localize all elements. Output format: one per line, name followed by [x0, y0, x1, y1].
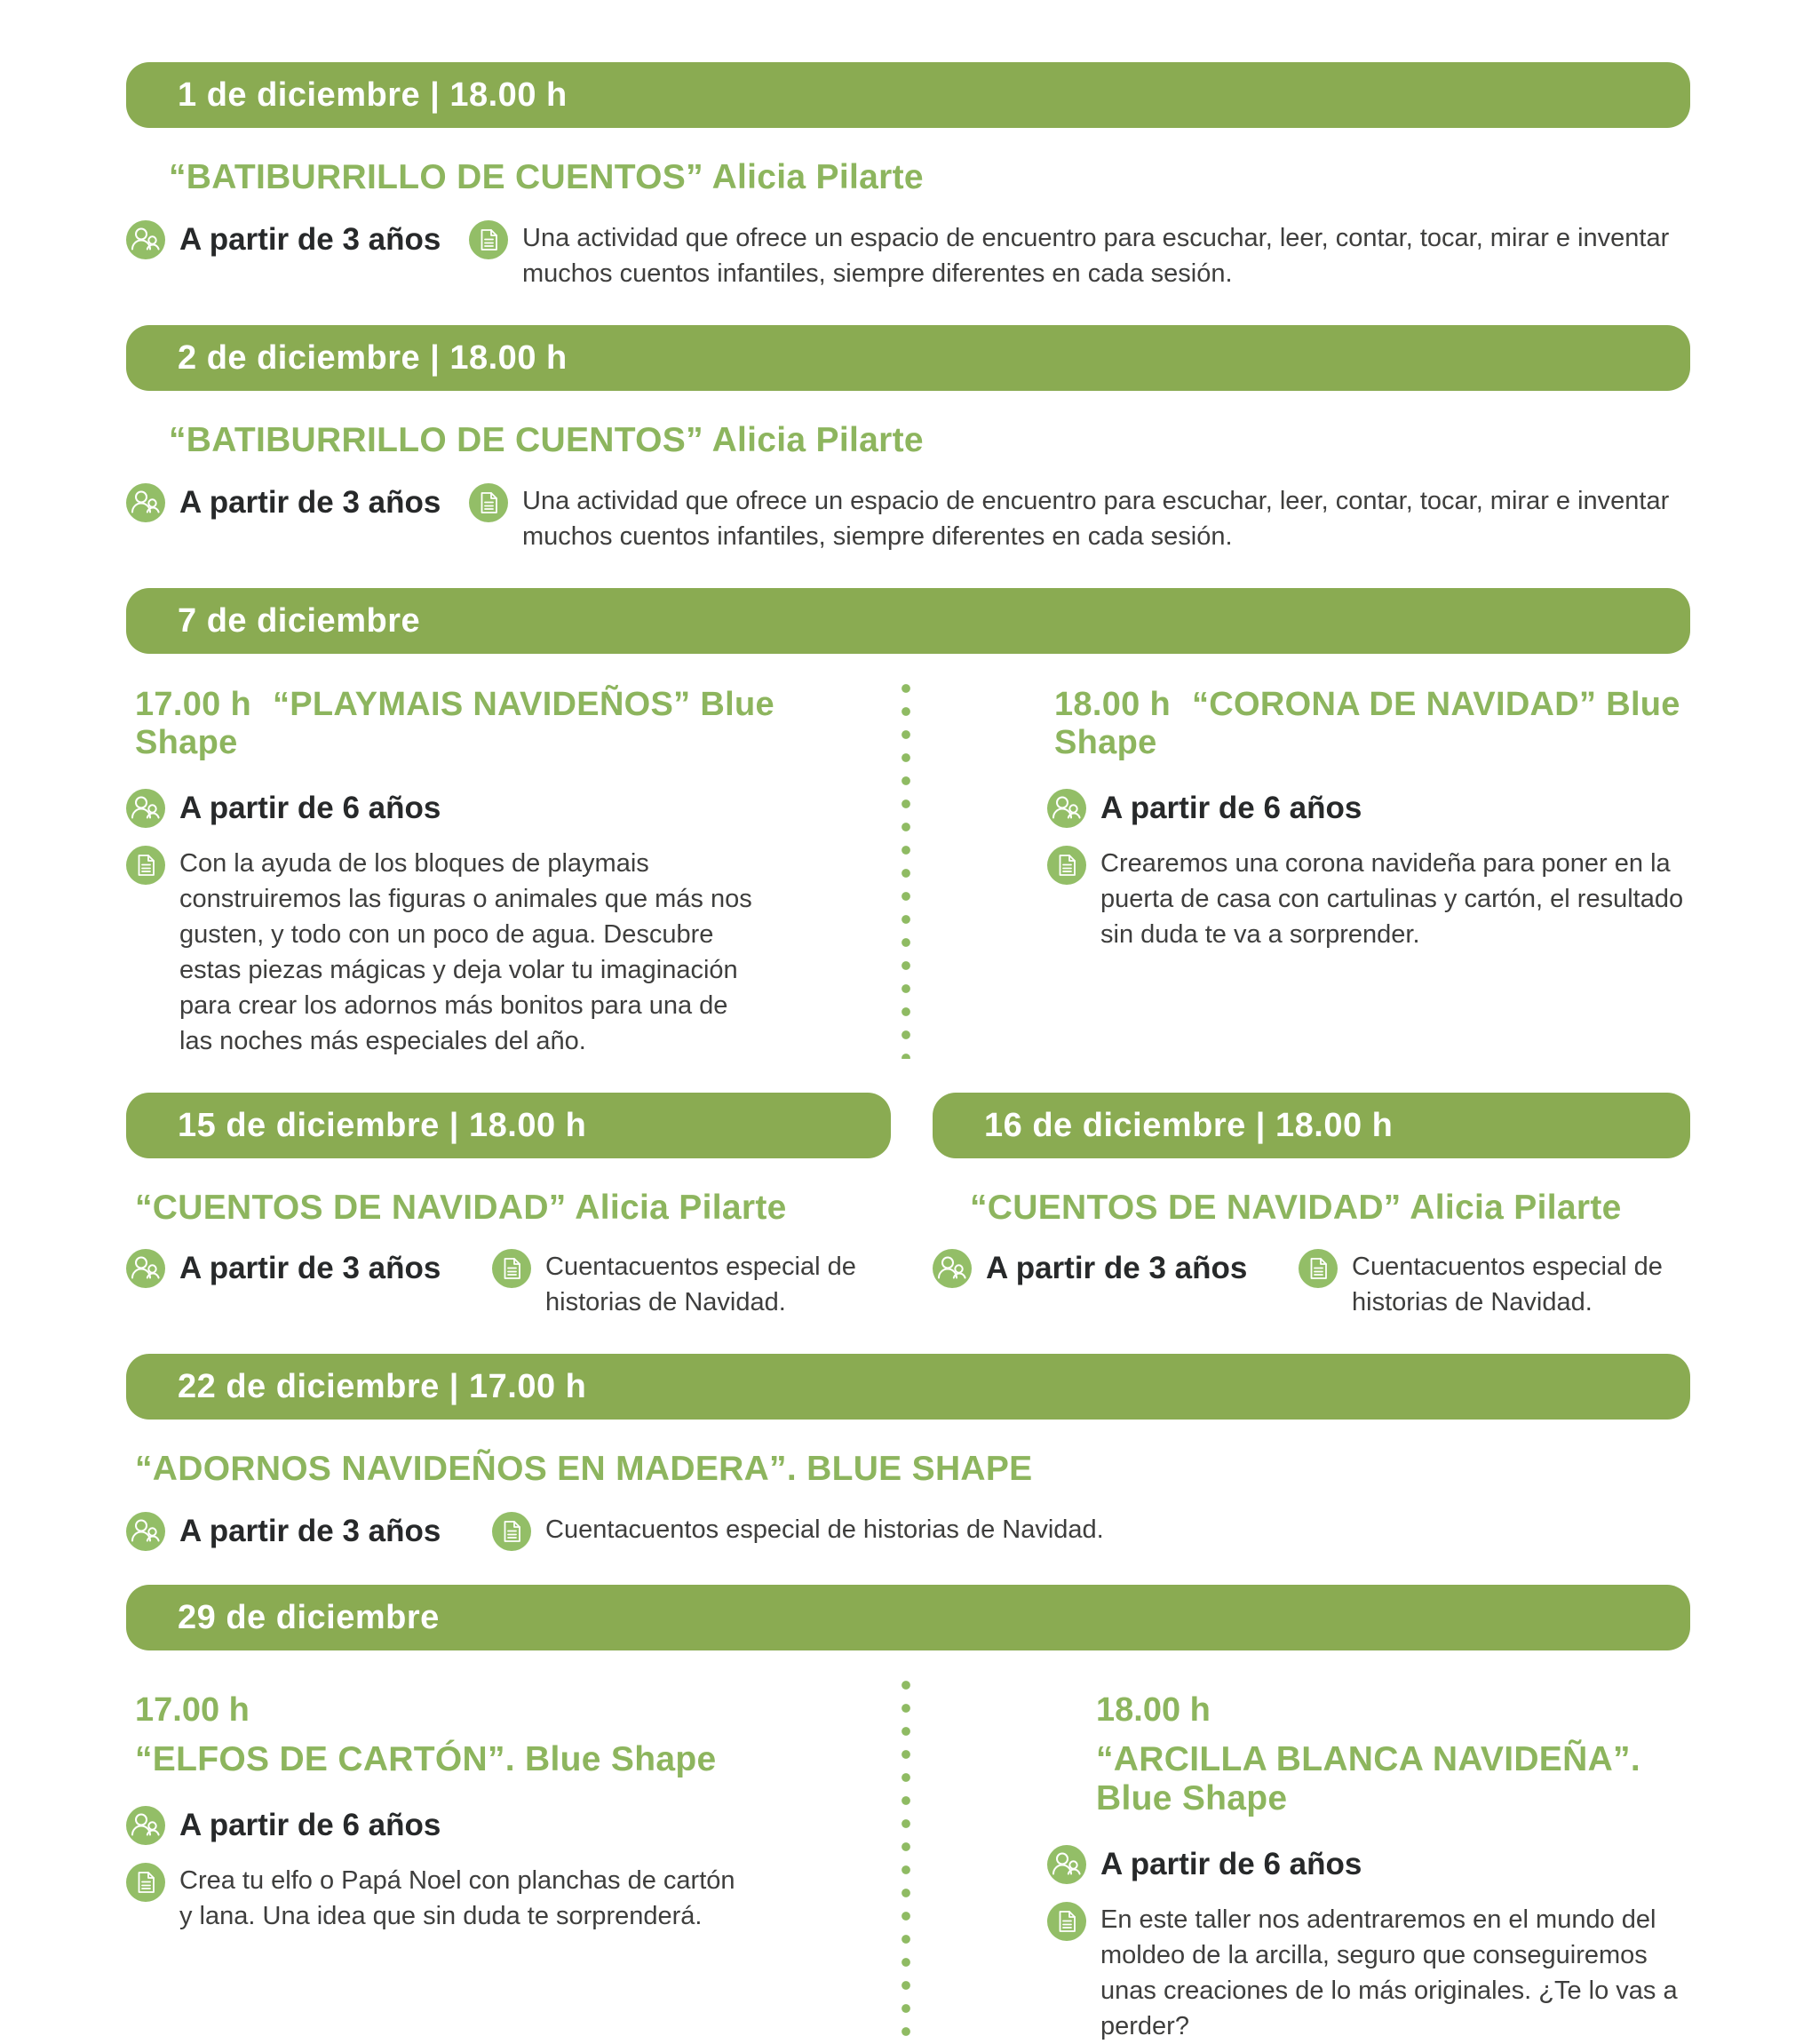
age-requirement	[126, 1512, 492, 1551]
people-icon	[933, 1249, 972, 1288]
description-text: Con la ayuda de los bloques de playmais construiremos las figuras o animales que más nos gusten, y todo con un poco de agua. Descubre estas piezas mágicas y deja volar tu imaginación para crear los adornos más bonitos para una de las noches más especiales del año.	[179, 849, 752, 1055]
event-description	[492, 1249, 891, 1320]
event-description	[126, 1863, 783, 1934]
event-dec-16	[933, 1093, 1690, 1320]
event-description	[126, 846, 783, 1059]
date-pill	[126, 1585, 1690, 1650]
description-text: En este taller nos adentraremos en el mundo del moldeo de la arcilla, seguro que conseguiremos unas creaciones de lo más originales. ¿Te lo vas a perder?	[1100, 1905, 1678, 2040]
event-title: “CUENTOS DE NAVIDAD” Alicia Pilarte	[135, 1189, 787, 1227]
people-icon	[126, 1512, 165, 1551]
age-requirement	[126, 1806, 783, 1845]
event-time: 17.00 h	[135, 1691, 250, 1729]
event-title: “PLAYMAIS NAVIDEÑOS” Blue Shape	[135, 686, 774, 761]
document-icon	[126, 1863, 165, 1902]
description-text: Una actividad que ofrece un espacio de encuentro para escuchar, leer, contar, tocar, mirar e inventar muchos cuentos infantiles, siempre diferentes en cada sesión.	[522, 224, 1670, 288]
age-requirement	[1047, 1845, 1690, 1884]
section-dec-1	[126, 62, 1690, 291]
age-label: A partir de 6 años	[1100, 791, 1362, 825]
event-title: “CORONA DE NAVIDAD” Blue Shape	[1054, 686, 1680, 761]
event-title: “ADORNOS NAVIDEÑOS EN MADERA”. BLUE SHAPE	[135, 1450, 1033, 1488]
two-column-events	[126, 673, 1690, 1059]
event-dec-15	[126, 1093, 891, 1320]
document-icon	[1047, 1902, 1086, 1941]
event-time-title	[135, 686, 783, 762]
date-pill	[126, 325, 1690, 391]
age-requirement	[126, 1249, 492, 1288]
description-text: Cuentacuentos especial de historias de Navidad.	[1352, 1253, 1663, 1316]
document-icon	[1047, 846, 1086, 885]
date-pill-label: 1 de diciembre | 18.00 h	[178, 76, 568, 114]
date-pill	[126, 588, 1690, 654]
event-title: “BATIBURRILLO DE CUENTOS” Alicia Pilarte	[169, 158, 924, 196]
date-pill	[126, 1354, 1690, 1420]
document-icon	[492, 1512, 531, 1551]
date-pill	[126, 1093, 891, 1158]
description-text: Crearemos una corona navideña para poner en la puerta de casa con cartulinas y cartón, el resultado sin duda te va a sorprender.	[1100, 849, 1684, 949]
section-dec-15-16	[126, 1093, 1690, 1320]
age-label: A partir de 3 años	[179, 1514, 441, 1548]
event-description	[1047, 846, 1690, 952]
dotted-divider	[902, 677, 910, 1059]
event-title: “ELFOS DE CARTÓN”. Blue Shape	[135, 1740, 717, 1778]
section-dec-29	[126, 1585, 1690, 2044]
event-time: 17.00 h	[135, 686, 251, 723]
document-icon	[492, 1249, 531, 1288]
document-icon	[126, 846, 165, 885]
date-pill	[933, 1093, 1690, 1158]
age-requirement	[1047, 789, 1690, 828]
event-description	[469, 220, 1690, 291]
description-text: Una actividad que ofrece un espacio de encuentro para escuchar, leer, contar, tocar, mirar e inventar muchos cuentos infantiles, siempre diferentes en cada sesión.	[522, 487, 1670, 551]
date-pill-label: 2 de diciembre | 18.00 h	[178, 338, 568, 377]
event-time: 18.00 h	[1054, 686, 1171, 723]
people-icon	[126, 789, 165, 828]
event-details-row	[126, 1249, 891, 1320]
event-title: “ARCILLA BLANCA NAVIDEÑA”. Blue Shape	[1096, 1740, 1640, 1817]
dotted-divider	[902, 1674, 910, 2044]
event-left	[126, 1670, 783, 2044]
age-label: A partir de 3 años	[986, 1251, 1248, 1285]
event-time-title	[1054, 686, 1690, 762]
age-label: A partir de 6 años	[179, 1808, 441, 1842]
two-pill-columns	[126, 1093, 1690, 1320]
document-icon	[469, 220, 508, 259]
event-details-row	[126, 1512, 1690, 1551]
description-text: Cuentacuentos especial de historias de Navidad.	[545, 1253, 856, 1316]
event-description	[1299, 1249, 1690, 1320]
people-icon	[126, 220, 165, 259]
age-label: A partir de 6 años	[1100, 1847, 1362, 1881]
date-pill-label: 15 de diciembre | 18.00 h	[178, 1106, 587, 1144]
age-requirement	[126, 789, 783, 828]
document-icon	[469, 483, 508, 522]
description-text: Crea tu elfo o Papá Noel con planchas de cartón y lana. Una idea que sin duda te sorprenderá.	[179, 1866, 735, 1930]
event-details-row	[126, 483, 1690, 554]
event-time: 18.00 h	[1096, 1691, 1211, 1729]
age-label: A partir de 3 años	[179, 1251, 441, 1285]
section-dec-2	[126, 325, 1690, 554]
age-label: A partir de 3 años	[179, 485, 441, 520]
date-pill-label: 29 de diciembre	[178, 1598, 440, 1636]
event-description	[492, 1512, 1690, 1551]
two-column-events	[126, 1670, 1690, 2044]
people-icon	[1047, 1845, 1086, 1884]
event-details-row	[933, 1249, 1690, 1320]
section-dec-22	[126, 1354, 1690, 1551]
age-label: A partir de 3 años	[179, 222, 441, 257]
age-requirement	[933, 1249, 1299, 1288]
event-description	[1047, 1902, 1690, 2044]
event-details-row	[126, 220, 1690, 291]
section-dec-7	[126, 588, 1690, 1059]
event-right	[924, 1670, 1690, 2044]
date-pill-label: 16 de diciembre | 18.00 h	[984, 1106, 1394, 1144]
people-icon	[126, 1806, 165, 1845]
date-pill-label: 7 de diciembre	[178, 601, 421, 640]
event-title: “BATIBURRILLO DE CUENTOS” Alicia Pilarte	[169, 421, 924, 459]
date-pill-label: 22 de diciembre | 17.00 h	[178, 1367, 587, 1405]
event-title: “CUENTOS DE NAVIDAD” Alicia Pilarte	[970, 1189, 1622, 1227]
age-label: A partir de 6 años	[179, 791, 441, 825]
event-right	[924, 673, 1690, 1059]
people-icon	[1047, 789, 1086, 828]
event-left	[126, 673, 783, 1059]
people-icon	[126, 483, 165, 522]
age-requirement	[126, 483, 469, 522]
date-pill	[126, 62, 1690, 128]
age-requirement	[126, 220, 469, 259]
description-text: Cuentacuentos especial de historias de Navidad.	[545, 1515, 1104, 1544]
people-icon	[126, 1249, 165, 1288]
document-icon	[1299, 1249, 1338, 1288]
event-description	[469, 483, 1690, 554]
